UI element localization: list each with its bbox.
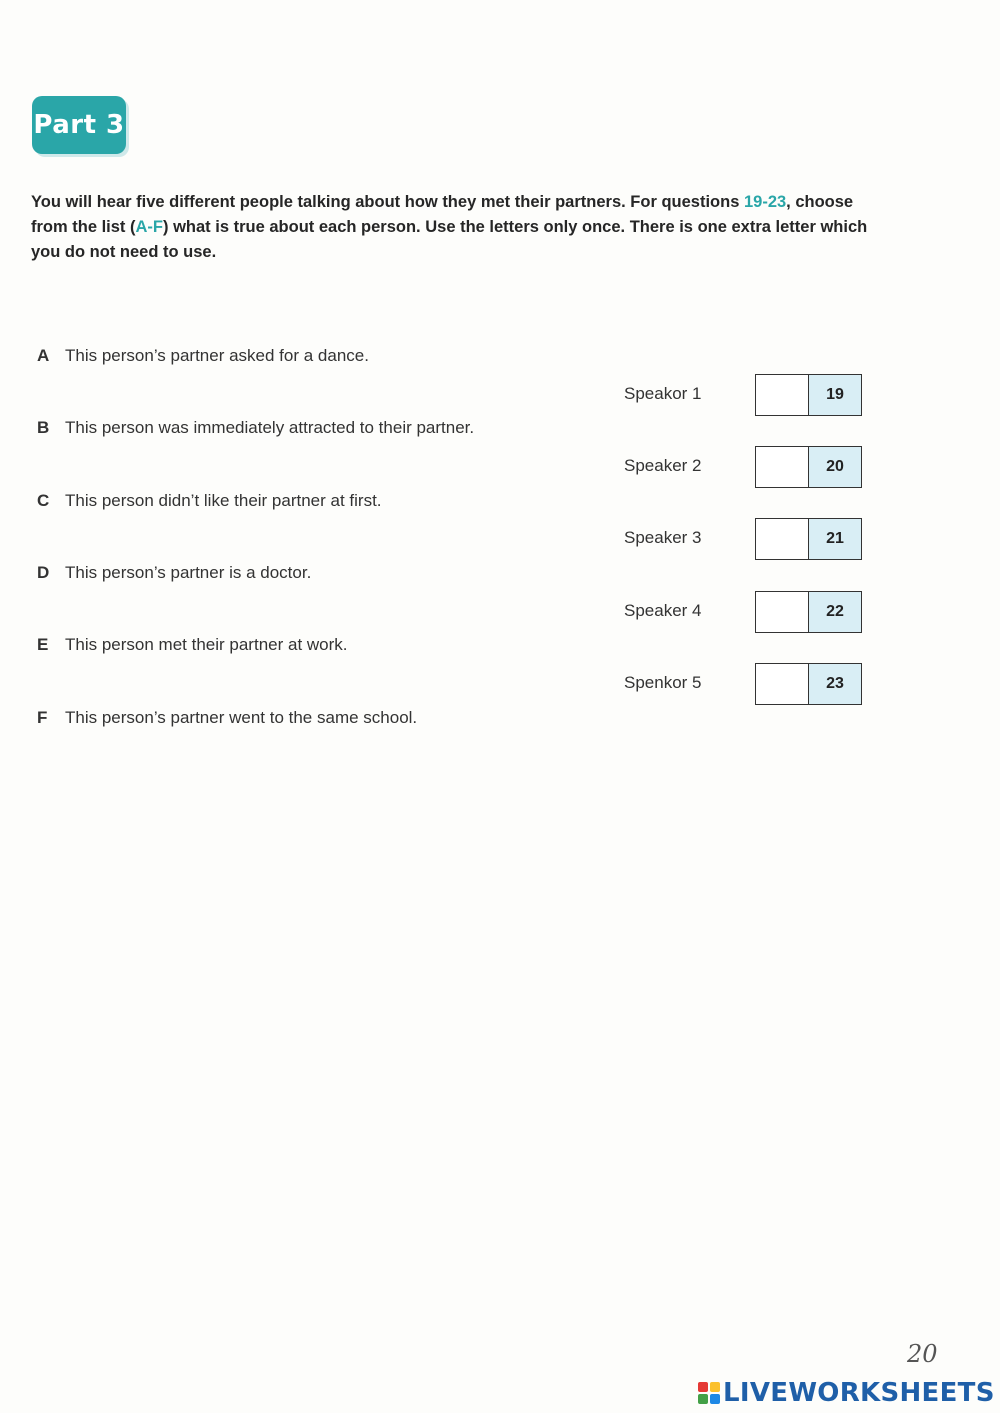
option-text: This person was immediately attracted to their partner. [65, 418, 475, 437]
question-number: 23 [808, 663, 862, 705]
option-f [37, 706, 417, 730]
speaker-label: Speaker 3 [624, 528, 702, 547]
speaker-row-4 [624, 591, 864, 633]
answer-box-21[interactable] [755, 518, 808, 560]
brand-square-green [698, 1394, 708, 1404]
speaker-row-1 [624, 374, 864, 416]
question-number: 21 [808, 518, 862, 560]
option-letter: C [37, 491, 50, 510]
question-number: 22 [808, 591, 862, 633]
question-number: 20 [808, 446, 862, 488]
brand-logo[interactable] [698, 1378, 995, 1408]
option-text: This person didn’t like their partner at first. [65, 491, 382, 510]
option-a [37, 344, 369, 368]
instructions [31, 190, 871, 265]
brand-grid-icon [698, 1382, 720, 1404]
letter-range: A-F [135, 218, 164, 236]
brand-text: LIVEWORKSHEETS [723, 1378, 995, 1408]
instructions-text-3: ) what is true about each person. Use the letters only once. There is one extra letter which you do not need to use. [31, 218, 868, 261]
option-b [37, 416, 474, 440]
answer-box-19[interactable] [755, 374, 808, 416]
instructions-text-1: You will hear five different people talking about how they met their partners. For questions [31, 193, 744, 211]
option-text: This person’s partner asked for a dance. [65, 346, 369, 365]
question-range: 19-23 [743, 193, 787, 211]
brand-square-red [698, 1382, 708, 1392]
brand-square-blue [710, 1394, 720, 1404]
answer-box-23[interactable] [755, 663, 808, 705]
speaker-label: Speaker 4 [624, 601, 702, 620]
option-letter: E [37, 635, 49, 654]
option-letter: A [37, 346, 50, 365]
speaker-row-3 [624, 518, 864, 560]
speaker-row-2 [624, 446, 864, 488]
answer-box-22[interactable] [755, 591, 808, 633]
option-text: This person met their partner at work. [65, 635, 348, 654]
brand-square-yellow [710, 1382, 720, 1392]
option-text: This person’s partner is a doctor. [65, 563, 312, 582]
speaker-label: Speakor 1 [624, 384, 702, 403]
part-title: Part 3 [33, 110, 125, 140]
page-number: 20 [907, 1340, 938, 1368]
speaker-label: Spenkor 5 [624, 673, 702, 692]
option-text: This person’s partner went to the same school. [65, 708, 418, 727]
part-badge [32, 96, 126, 154]
instructions-text-2: , choose from the list ( [31, 193, 854, 236]
speaker-label: Speaker 2 [624, 456, 702, 475]
speaker-row-5 [624, 663, 864, 705]
question-number: 19 [808, 374, 862, 416]
answer-box-20[interactable] [755, 446, 808, 488]
option-letter: B [37, 418, 50, 437]
option-letter: D [37, 563, 50, 582]
option-letter: F [37, 708, 48, 727]
option-c [37, 489, 382, 513]
option-d [37, 561, 311, 585]
option-e [37, 633, 348, 657]
